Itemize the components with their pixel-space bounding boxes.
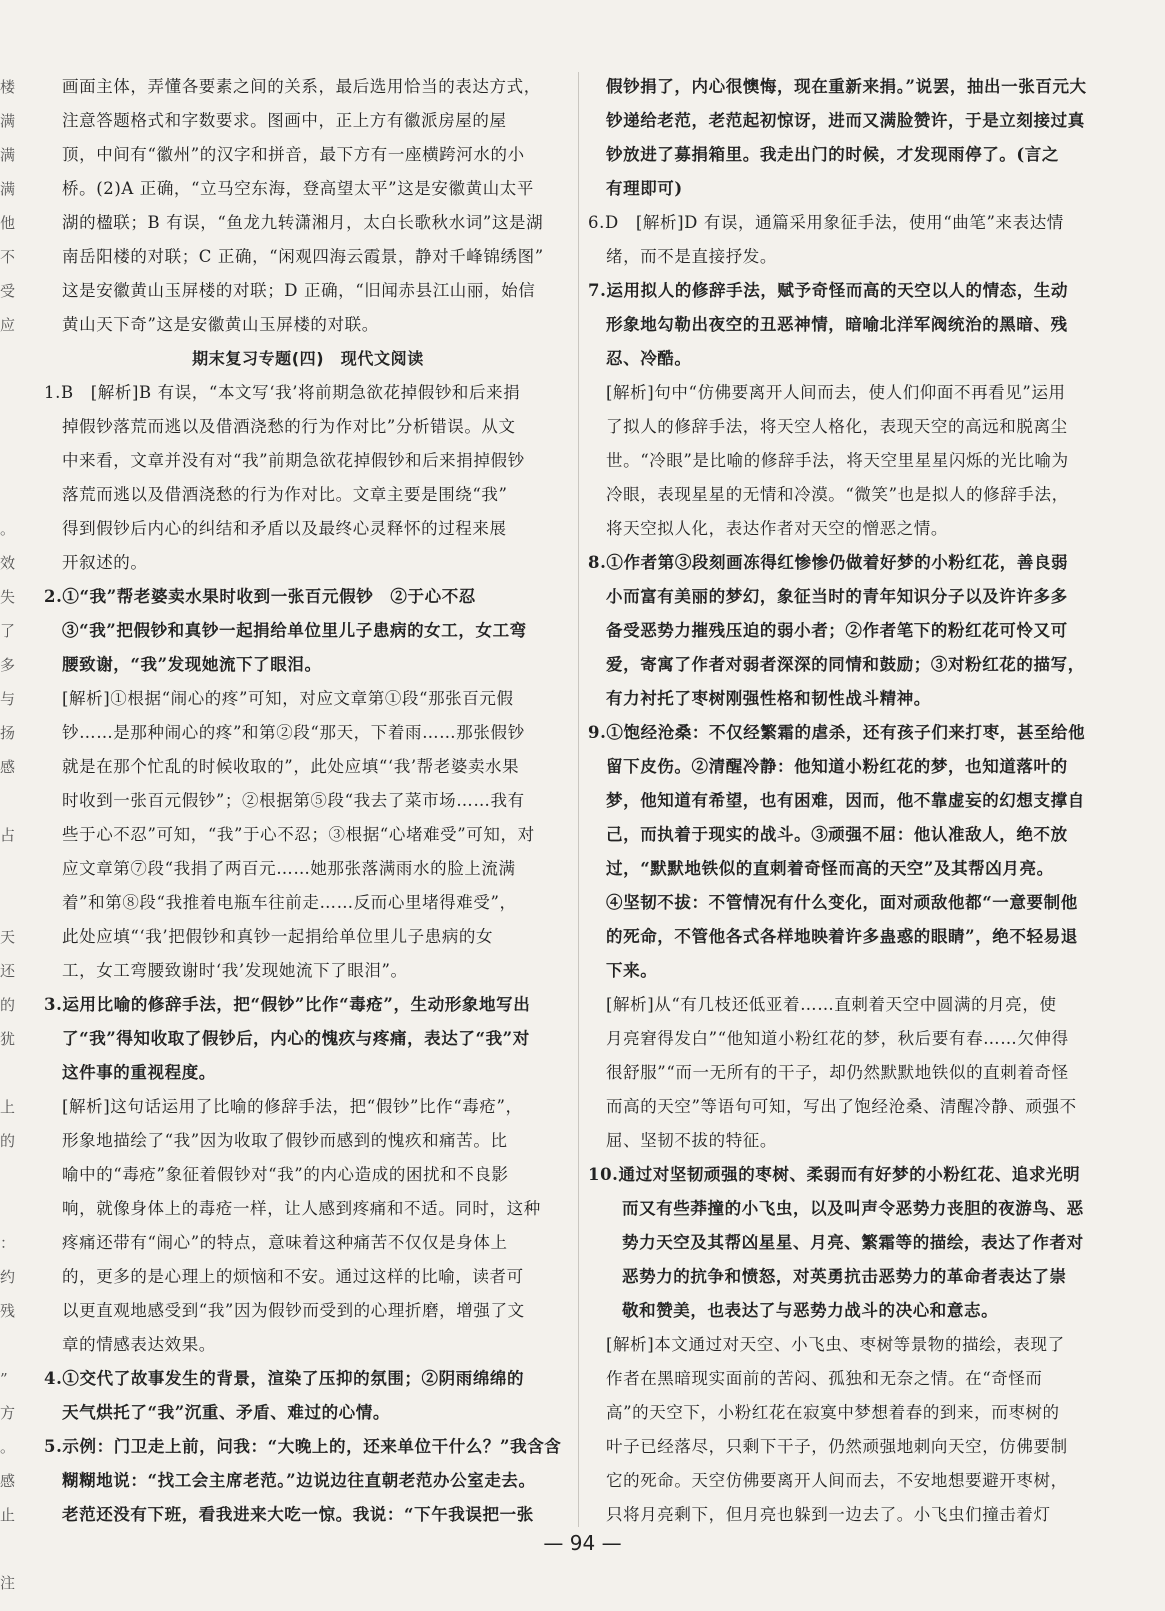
column-divider	[578, 72, 579, 1527]
text-line: 南岳阳楼的对联；C 正确，“闲观四海云霞景，静对千峰锦绣图”	[62, 247, 544, 266]
text-line: 小而富有美丽的梦幻，象征当时的青年知识分子以及许许多多	[606, 587, 1068, 606]
edge-character: 。	[0, 520, 16, 538]
text-line: 顶，中间有“徽州”的汉字和拼音，最下方有一座横跨河水的小	[62, 145, 525, 164]
text-line: 3.运用比喻的修辞手法，把“假钞”比作“毒疮”，生动形象地写出	[44, 995, 531, 1014]
edge-character	[0, 376, 20, 410]
text-line: 而又有些莽撞的小飞虫，以及叫声令恶势力丧胆的夜游鸟、恶	[622, 1199, 1084, 1218]
text-line: 的，更多的是心理上的烦恼和不安。通过这样的比喻，读者可	[62, 1267, 524, 1286]
edge-character	[0, 784, 20, 818]
edge-character: 满	[0, 180, 16, 198]
edge-character: 受	[0, 282, 16, 300]
edge-character: 残	[0, 1302, 16, 1320]
text-line: 天气烘托了“我”沉重、矛盾、难过的心情。	[62, 1403, 390, 1422]
edge-character	[0, 1328, 20, 1362]
edge-character: ”	[0, 1370, 8, 1388]
text-line: 了“我”得知收取了假钞后，内心的愧疚与疼痛，表达了“我”对	[62, 1029, 530, 1048]
text-line: 留下皮伤。②清醒冷静：他知道小粉红花的梦，也知道落叶的	[606, 757, 1068, 776]
text-line: 7.运用拟人的修辞手法，赋予奇怪而高的天空以人的情态，生动	[588, 281, 1069, 300]
text-line: 势力天空及其帮凶星星、月亮、繁霜等的描绘，表达了作者对	[622, 1233, 1084, 1252]
text-line: 这件事的重视程度。	[62, 1063, 216, 1082]
text-line: 6.D [解析]D 有误，通篇采用象征手法，使用“曲笔”来表达情	[588, 213, 1064, 232]
edge-character: 楼	[0, 78, 16, 96]
text-line: 了拟人的修辞手法，将天空人格化，表现天空的高远和脱离尘	[606, 417, 1068, 436]
text-line: 着”和第⑧段“我推着电瓶车往前走……反而心里堵得难受”，	[62, 893, 517, 912]
edge-character: 应	[0, 316, 16, 334]
left-column	[44, 70, 572, 1532]
text-line: 湖的楹联；B 有误，“鱼龙九转潇湘月，太白长歌秋水词”这是湖	[62, 213, 544, 232]
text-line: 桥。(2)A 正确，“立马空东海，登高望太平”这是安徽黄山太平	[62, 179, 535, 198]
edge-character: 不	[0, 248, 16, 266]
text-line: 屈、坚韧不拔的特征。	[606, 1131, 777, 1150]
text-line: 冷眼，表现星星的无情和冷漠。“微笑”也是拟人的修辞手法，	[606, 485, 1069, 504]
text-line: 恶势力的抗争和愤怒，对英勇抗击恶势力的革命者表达了崇	[622, 1267, 1067, 1286]
text-line: 世。“冷眼”是比喻的修辞手法，将天空里星星闪烁的光比喻为	[606, 451, 1069, 470]
text-line: 绪，而不是直接抒发。	[606, 247, 777, 266]
text-line: 假钞捐了，内心很懊悔，现在重新来捐。”说罢，抽出一张百元大	[606, 77, 1087, 96]
text-line: 工，女工弯腰致谢时‘我’发现她流下了眼泪”。	[62, 961, 408, 980]
edge-character: 注	[0, 1574, 16, 1592]
text-line: 落荒而逃以及借酒浇愁的行为作对比。文章主要是围绕“我”	[62, 485, 508, 504]
edge-character: 占	[0, 826, 16, 844]
text-line: 作者在黑暗现实面前的苦闷、孤独和无奈之情。在“奇怪而	[606, 1369, 1043, 1388]
text-line: 10.通过对坚韧顽强的枣树、柔弱而有好梦的小粉红花、追求光明	[588, 1165, 1081, 1184]
text-line: 喻中的“毒疮”象征着假钞对“我”的内心造成的困扰和不良影	[62, 1165, 509, 1184]
text-line: 它的死命。天空仿佛要离开人间而去，不安地想要避开枣树，	[606, 1471, 1068, 1490]
text-line: 1.B [解析]B 有误，“本文写‘我’将前期急欲花掉假钞和后来捐	[44, 383, 521, 402]
text-line: 而高的天空”等语句可知，写出了饱经沧桑、清醒冷静、顽强不	[606, 1097, 1077, 1116]
edge-character: 方	[0, 1404, 16, 1422]
text-line: [解析]从“有几枝还低亚着……直刺着天空中圆满的月亮，使	[606, 995, 1057, 1014]
text-line: 形象地描绘了“我”因为收取了假钞而感到的愧疚和痛苦。比	[62, 1131, 508, 1150]
text-line: 注意答题格式和字数要求。图画中，正上方有徽派房屋的屋	[62, 111, 507, 130]
text-line: 高”的天空下，小粉红花在寂寞中梦想着春的到来，而枣树的	[606, 1403, 1060, 1422]
edge-character	[0, 444, 20, 478]
text-line: 8.①作者第③段刻画冻得红惨惨仍做着好梦的小粉红花，善良弱	[588, 553, 1069, 572]
text-line: 5.示例：门卫走上前，问我：“大晚上的，还来单位干什么？”我含含	[44, 1437, 562, 1456]
edge-character: ：	[0, 1234, 16, 1252]
edge-character	[0, 342, 20, 376]
page-number: — 94 —	[543, 1531, 622, 1555]
text-line: 章的情感表达效果。	[62, 1335, 216, 1354]
text-line: 腰致谢，“我”发现她流下了眼泪。	[62, 655, 322, 674]
text-line: 画面主体，弄懂各要素之间的关系，最后选用恰当的表达方式，	[62, 77, 541, 96]
edge-character: 还	[0, 962, 16, 980]
text-line: 己，而执着于现实的战斗。③顽强不屈：他认准敌人，绝不放	[606, 825, 1068, 844]
text-line: 有力衬托了枣树刚强性格和韧性战斗精神。	[606, 689, 931, 708]
text-line: 就是在那个忙乱的时候收取的”，此处应填“‘我’帮老婆卖水果	[62, 757, 520, 776]
text-line: [解析]本文通过对天空、小飞虫、枣树等景物的描绘，表现了	[606, 1335, 1065, 1354]
text-line: 这是安徽黄山玉屏楼的对联；D 正确，“旧闻赤县江山丽，始信	[62, 281, 536, 300]
edge-character: 满	[0, 112, 16, 130]
right-column	[588, 70, 1120, 1532]
text-line: 备受恶势力摧残压迫的弱小者；②作者笔下的粉红花可怜又可	[606, 621, 1068, 640]
edge-character: 他	[0, 214, 16, 232]
text-line: 很舒服”“而一无所有的干子，却仍然默默地铁似的直刺着奇怪	[606, 1063, 1069, 1082]
text-line: 以更直观地感受到“我”因为假钞而受到的心理折磨，增强了文	[62, 1301, 525, 1320]
edge-character: 满	[0, 146, 16, 164]
text-line: 疼痛还带有“闹心”的特点，意味着这种痛苦不仅仅是身体上	[62, 1233, 508, 1252]
text-line: 中来看，文章并没有对“我”前期急欲花掉假钞和后来捐掉假钞	[62, 451, 525, 470]
edge-character: 与	[0, 690, 16, 708]
edge-character	[0, 410, 20, 444]
text-line: 掉假钞落荒而逃以及借酒浇愁的行为作对比”分析错误。从文	[62, 417, 516, 436]
text-line: [解析]这句话运用了比喻的修辞手法，把“假钞”比作“毒疮”，	[62, 1097, 523, 1116]
edge-character: 感	[0, 758, 16, 776]
edge-character	[0, 1192, 20, 1226]
text-line: 的死命，不管他各式各样地映着许多蛊惑的眼睛”，绝不轻易退	[606, 927, 1078, 946]
edge-character: 失	[0, 588, 16, 606]
text-line: 2.①“我”帮老婆卖水果时收到一张百元假钞 ②于心不忍	[44, 587, 476, 606]
edge-character: 的	[0, 996, 16, 1014]
edge-character	[0, 852, 20, 886]
edge-character: 约	[0, 1268, 16, 1286]
text-line: ③“我”把假钞和真钞一起捐给单位里儿子患病的女工，女工弯	[62, 621, 527, 640]
left-edge-bleed-text	[0, 70, 20, 1592]
text-line: 过，“默默地铁似的直刺着奇怪而高的天空”及其帮凶月亮。	[606, 859, 1054, 878]
text-line: 些于心不忍”可知，“我”于心不忍；③根据“心堵难受”可知，对	[62, 825, 535, 844]
text-line: 钞递给老范，老范起初惊讶，进而又满脸赞许，于是立刻接过真	[606, 111, 1085, 130]
edge-character: 天	[0, 928, 16, 946]
edge-character: 多	[0, 656, 16, 674]
text-line: 此处应填“‘我’把假钞和真钞一起捐给单位里儿子患病的女	[62, 927, 494, 946]
text-line: 叶子已经落尽，只剩下干子，仍然顽强地刺向天空，仿佛要制	[606, 1437, 1068, 1456]
text-line: 忍、冷酷。	[606, 349, 692, 368]
edge-character: 效	[0, 554, 16, 572]
text-line: 梦，他知道有希望，也有困难，因而，他不靠虚妄的幻想支撑自	[606, 791, 1085, 810]
text-line: [解析]句中“仿佛要离开人间而去，使人们仰面不再看见”运用	[606, 383, 1066, 402]
edge-character	[0, 478, 20, 512]
edge-character	[0, 886, 20, 920]
text-line: 4.①交代了故事发生的背景，渲染了压抑的氛围；②阴雨绵绵的	[44, 1369, 525, 1388]
edge-character: 的	[0, 1132, 16, 1150]
text-line: 爱，寄寓了作者对弱者深深的同情和鼓励；③对粉红花的描写，	[606, 655, 1085, 674]
edge-character: 了	[0, 622, 16, 640]
text-line: 钞……是那种闹心的疼”和第②段“那天，下着雨……那张假钞	[62, 723, 525, 742]
edge-character: 感	[0, 1472, 16, 1490]
text-line: 下来。	[606, 961, 658, 980]
edge-character	[0, 1158, 20, 1192]
text-line: 得到假钞后内心的纠结和矛盾以及最终心灵释怀的过程来展	[62, 519, 507, 538]
text-line: 钞放进了募捐箱里。我走出门的时候，才发现雨停了。(言之	[606, 145, 1060, 164]
text-line: 只将月亮剩下，但月亮也躲到一边去了。小飞虫们撞击着灯	[606, 1505, 1051, 1524]
text-line: 9.①饱经沧桑：不仅经繁霜的虐杀，还有孩子们来打枣，甚至给他	[588, 723, 1086, 742]
edge-character	[0, 1056, 20, 1090]
text-line: [解析]①根据“闹心的疼”可知，对应文章第①段“那张百元假	[62, 689, 514, 708]
text-line: 时收到一张百元假钞”；②根据第⑤段“我去了菜市场……我有	[62, 791, 525, 810]
section-heading: 期末复习专题(四) 现代文阅读	[192, 349, 424, 368]
text-line: 老范还没有下班，看我进来大吃一惊。我说：“下午我误把一张	[62, 1505, 534, 1524]
text-line: 形象地勾勒出夜空的丑恶神情，暗喻北洋军阀统治的黑暗、残	[606, 315, 1068, 334]
text-line: 开叙述的。	[62, 553, 148, 572]
text-line: 响，就像身体上的毒疮一样，让人感到疼痛和不适。同时，这种	[62, 1199, 541, 1218]
edge-character: 止	[0, 1506, 16, 1524]
edge-character: 扬	[0, 724, 16, 742]
text-line: 黄山天下奇”这是安徽黄山玉屏楼的对联。	[62, 315, 379, 334]
text-line: 将天空拟人化，表达作者对天空的憎恶之情。	[606, 519, 948, 538]
text-line: 应文章第⑦段“我捐了两百元……她那张落满雨水的脸上流满	[62, 859, 516, 878]
edge-character: 。	[0, 1438, 16, 1456]
text-line: 月亮窘得发白”“他知道小粉红花的梦，秋后要有春……欠伸得	[606, 1029, 1069, 1048]
text-line: 有理即可)	[606, 179, 683, 198]
edge-character: 犹	[0, 1030, 16, 1048]
text-line: 敬和赞美，也表达了与恶势力战斗的决心和意志。	[622, 1301, 999, 1320]
edge-character: 上	[0, 1098, 16, 1116]
text-line: 糊糊地说：“找工会主席老范。”边说边往直朝老范办公室走去。	[62, 1471, 536, 1490]
text-line: ④坚韧不拔：不管情况有什么变化，面对顽敌他都“一意要制他	[606, 893, 1078, 912]
